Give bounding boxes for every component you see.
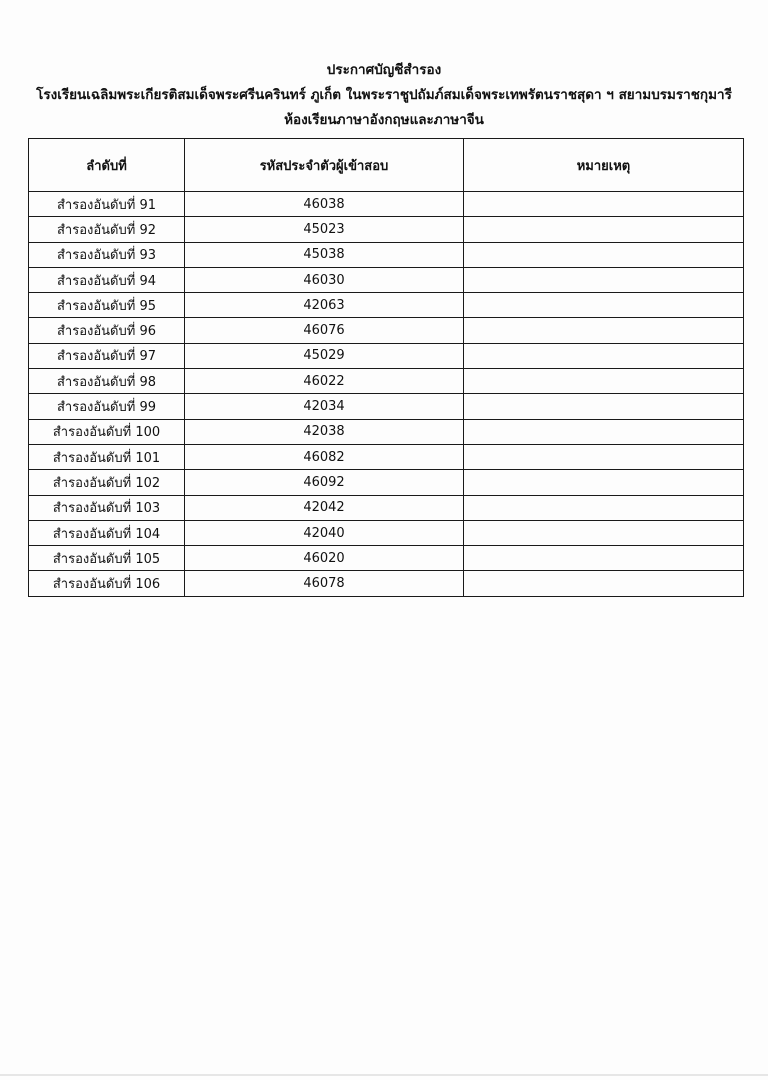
- note-cell: [464, 394, 744, 419]
- table-row: [29, 571, 744, 596]
- table-header-row: [29, 139, 744, 192]
- column-header-rank: ลำดับที่: [29, 139, 185, 192]
- exam-code-cell: 42034: [185, 394, 464, 419]
- exam-code-cell: 45038: [185, 242, 464, 267]
- program-name: ห้องเรียนภาษาอังกฤษและภาษาจีน: [284, 112, 484, 128]
- exam-code-cell: 45029: [185, 343, 464, 368]
- column-header-exam-code: รหัสประจำตัวผู้เข้าสอบ: [185, 139, 464, 192]
- table-row: [29, 520, 744, 545]
- exam-code-cell: 46030: [185, 267, 464, 292]
- exam-code-cell: 46020: [185, 546, 464, 571]
- note-cell: [464, 343, 744, 368]
- exam-code-cell: 46078: [185, 571, 464, 596]
- exam-code-cell: 46038: [185, 192, 464, 217]
- exam-code-cell: 46076: [185, 318, 464, 343]
- reserve-list-table: [28, 138, 744, 597]
- rank-cell: สำรองอันดับที่ 104: [29, 520, 185, 545]
- note-cell: [464, 318, 744, 343]
- note-cell: [464, 369, 744, 394]
- rank-cell: สำรองอันดับที่ 106: [29, 571, 185, 596]
- exam-code-cell: 45023: [185, 217, 464, 242]
- note-cell: [464, 520, 744, 545]
- exam-code-cell: 42042: [185, 495, 464, 520]
- rank-cell: สำรองอันดับที่ 96: [29, 318, 185, 343]
- rank-cell: สำรองอันดับที่ 95: [29, 293, 185, 318]
- table-row: [29, 394, 744, 419]
- rank-cell: สำรองอันดับที่ 102: [29, 470, 185, 495]
- rank-cell: สำรองอันดับที่ 97: [29, 343, 185, 368]
- announcement-header: [0, 58, 768, 133]
- exam-code-cell: 46092: [185, 470, 464, 495]
- rank-cell: สำรองอันดับที่ 94: [29, 267, 185, 292]
- note-cell: [464, 293, 744, 318]
- column-header-note: หมายเหตุ: [464, 139, 744, 192]
- table-row: [29, 267, 744, 292]
- table-row: [29, 293, 744, 318]
- scan-edge: [0, 1074, 768, 1076]
- note-cell: [464, 192, 744, 217]
- rank-cell: สำรองอันดับที่ 91: [29, 192, 185, 217]
- table-row: [29, 495, 744, 520]
- note-cell: [464, 571, 744, 596]
- rank-cell: สำรองอันดับที่ 98: [29, 369, 185, 394]
- note-cell: [464, 419, 744, 444]
- table-row: [29, 192, 744, 217]
- table-row: [29, 470, 744, 495]
- exam-code-cell: 46022: [185, 369, 464, 394]
- table-body: [29, 192, 744, 597]
- note-cell: [464, 242, 744, 267]
- table-row: [29, 444, 744, 469]
- rank-cell: สำรองอันดับที่ 105: [29, 546, 185, 571]
- exam-code-cell: 46082: [185, 444, 464, 469]
- table-row: [29, 318, 744, 343]
- rank-cell: สำรองอันดับที่ 103: [29, 495, 185, 520]
- table-row: [29, 419, 744, 444]
- school-name: โรงเรียนเฉลิมพระเกียรติสมเด็จพระศรีนครินทร์ ภูเก็ต ในพระราชูปถัมภ์สมเด็จพระเทพรัตนราชสุดา ฯ สยามบรมราชกุมารี: [36, 87, 732, 103]
- rank-cell: สำรองอันดับที่ 100: [29, 419, 185, 444]
- note-cell: [464, 217, 744, 242]
- note-cell: [464, 546, 744, 571]
- rank-cell: สำรองอันดับที่ 101: [29, 444, 185, 469]
- announcement-title: ประกาศบัญชีสำรอง: [326, 62, 442, 78]
- exam-code-cell: 42063: [185, 293, 464, 318]
- exam-code-cell: 42040: [185, 520, 464, 545]
- note-cell: [464, 267, 744, 292]
- rank-cell: สำรองอันดับที่ 92: [29, 217, 185, 242]
- rank-cell: สำรองอันดับที่ 93: [29, 242, 185, 267]
- table-row: [29, 343, 744, 368]
- table-row: [29, 546, 744, 571]
- rank-cell: สำรองอันดับที่ 99: [29, 394, 185, 419]
- table-row: [29, 217, 744, 242]
- table-row: [29, 242, 744, 267]
- exam-code-cell: 42038: [185, 419, 464, 444]
- note-cell: [464, 470, 744, 495]
- table-row: [29, 369, 744, 394]
- note-cell: [464, 495, 744, 520]
- note-cell: [464, 444, 744, 469]
